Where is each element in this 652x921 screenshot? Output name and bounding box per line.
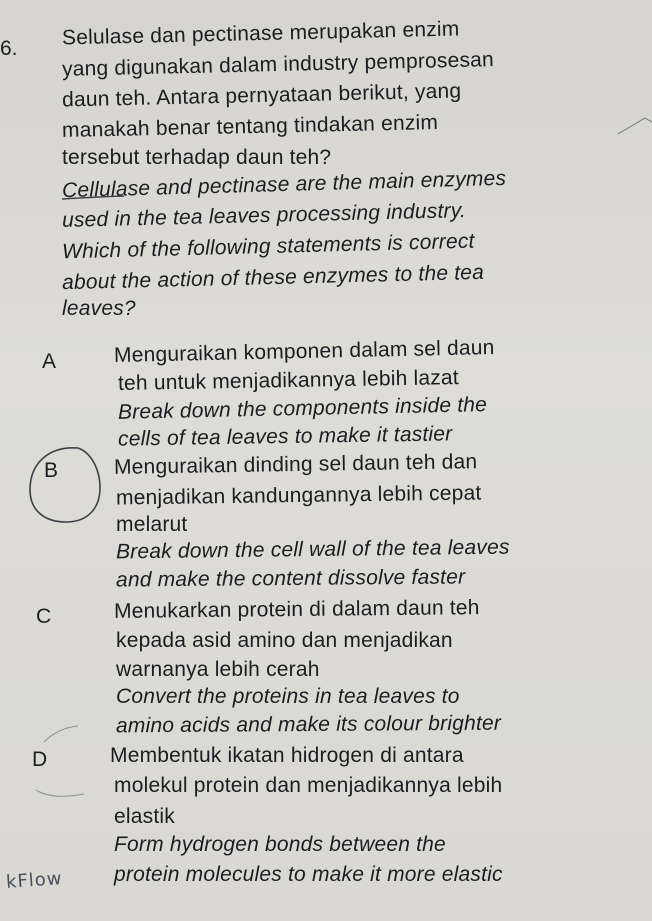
option-c-malay-line: Menukarkan protein di dalam daun teh (113, 596, 480, 623)
question-english-line: Cellulase and pectinase are the main enzymes (61, 166, 507, 203)
option-b-malay-line: menjadikan kandungannya lebih cepat (115, 481, 482, 510)
option-c-english-line: Convert the proteins in tea leaves to (116, 685, 460, 708)
handwritten-note: kFlow (5, 868, 64, 893)
pencil-tick-mark (618, 118, 652, 134)
option-a-english-line: Break down the components inside the (117, 393, 488, 424)
question-english-line: used in the tea leaves processing industry. (61, 199, 467, 232)
question-malay-line: Selulase dan pectinase merupakan enzim (61, 17, 460, 50)
option-d-english-line: Form hydrogen bonds between the (114, 833, 446, 856)
option-d-letter[interactable]: D (32, 748, 48, 771)
question-english-line: about the action of these enzymes to the tea (61, 260, 485, 295)
answer-circle-mark (30, 448, 100, 522)
question-english-line: leaves? (62, 297, 136, 320)
option-b-english-line: Break down the cell wall of the tea leaves (115, 535, 510, 564)
option-c-english-line: amino acids and make its colour brighter (115, 711, 502, 738)
option-d-malay-line: Membentuk ikatan hidrogen di antara (110, 744, 464, 767)
option-c-letter[interactable]: C (36, 605, 52, 628)
option-b-malay-line: melarut (116, 513, 188, 536)
option-b-malay-line: Menguraikan dinding sel daun teh dan (113, 450, 478, 479)
option-d-malay-line: molekul protein dan menjadikannya lebih (114, 774, 503, 797)
option-a-english-line: cells of tea leaves to make it tastier (117, 422, 453, 451)
pencil-arc-mark (36, 790, 84, 796)
option-b-english-line: and make the content dissolve faster (115, 565, 466, 592)
question-number: 6. (0, 37, 18, 60)
option-a-letter[interactable]: A (42, 350, 57, 373)
pencil-arc-mark (44, 726, 78, 742)
option-c-malay-line: warnanya lebih cerah (116, 658, 320, 681)
question-malay-line: daun teh. Antara pernyataan berikut, yang (61, 79, 462, 112)
option-d-malay-line: elastik (114, 805, 175, 828)
option-a-malay-line: Menguraikan komponen dalam sel daun (113, 336, 495, 367)
question-malay-line: manakah benar tentang tindakan enzim (61, 111, 439, 142)
option-d-english-line: protein molecules to make it more elastic (114, 863, 503, 886)
question-malay-line: tersebut terhadap daun teh? (62, 146, 332, 169)
question-english-line: Which of the following statements is correct (61, 229, 475, 264)
option-b-letter[interactable]: B (44, 459, 59, 482)
question-malay-line: yang digunakan dalam industry pemprosesan (61, 48, 495, 81)
option-c-malay-line: kepada asid amino dan menjadikan (116, 629, 453, 652)
option-a-malay-line: teh untuk menjadikannya lebih lazat (117, 366, 460, 395)
